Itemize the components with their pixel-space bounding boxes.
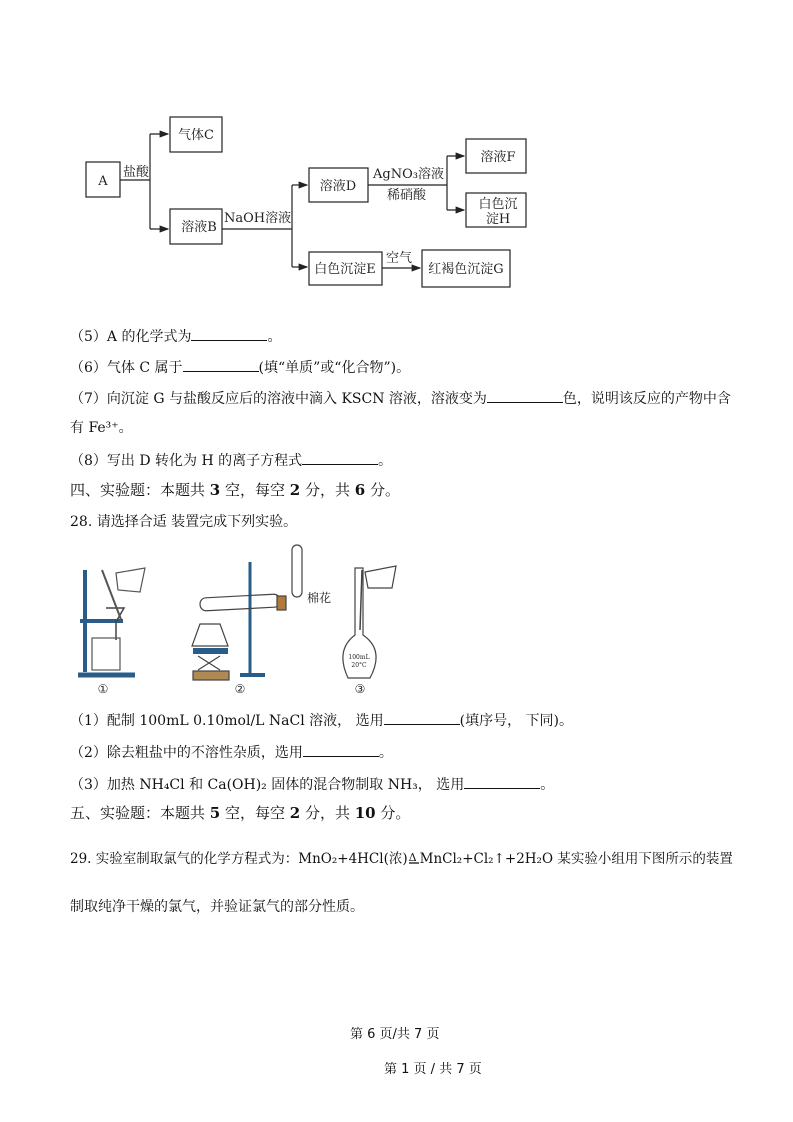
q28-2-text: （2）除去粗盐中的不溶性杂质，选用 bbox=[70, 745, 303, 761]
question-29 bbox=[70, 850, 733, 868]
section-4-heading bbox=[70, 481, 400, 499]
edge-hcl-label: 盐酸 bbox=[123, 165, 150, 180]
node-h-label-2: 淀H bbox=[485, 212, 511, 227]
q28-3-text: （3）加热 NH₄Cl 和 Ca(OH)₂ 固体的混合物制取 NH₃， 选用 bbox=[70, 777, 465, 793]
answer-blank[interactable] bbox=[384, 710, 460, 725]
heating-apparatus bbox=[192, 545, 302, 680]
question-28-1 bbox=[70, 710, 573, 730]
s5-n3: 10 bbox=[354, 804, 376, 822]
s4-d: 分。 bbox=[365, 481, 400, 499]
node-g-label: 红褐色沉淀G bbox=[428, 262, 504, 277]
question-6 bbox=[70, 357, 410, 377]
node-h-label-1: 白色沉 bbox=[478, 197, 518, 212]
q8-suffix: 。 bbox=[378, 453, 393, 469]
apparatus-2-label: ② bbox=[234, 682, 246, 696]
node-f-label: 溶液F bbox=[480, 150, 516, 165]
q7-text: （7）向沉淀 G 与盐酸反应后的溶液中滴入 KSCN 溶液，溶液变为 bbox=[70, 391, 487, 407]
equals-bar bbox=[409, 862, 419, 864]
outer-page-number: 第 1 页 / 共 7 页 bbox=[384, 1062, 482, 1077]
answer-blank[interactable] bbox=[183, 357, 259, 372]
node-e-label: 白色沉淀E bbox=[314, 262, 376, 277]
q28-2-suffix: 。 bbox=[378, 745, 393, 761]
q28-3-suffix: 。 bbox=[540, 777, 555, 793]
answer-blank[interactable] bbox=[302, 450, 378, 465]
node-d-label: 溶液D bbox=[319, 179, 357, 194]
delta-symbol: Δ bbox=[408, 851, 417, 864]
question-5 bbox=[70, 326, 281, 346]
s5-n1: 5 bbox=[209, 804, 221, 822]
section-5-heading bbox=[70, 804, 410, 822]
q28-1-suffix: (填序号， 下同)。 bbox=[459, 713, 573, 729]
q28-1-text: （1）配制 100mL 0.10mol/L NaCl 溶液， 选用 bbox=[70, 713, 384, 729]
question-8 bbox=[70, 450, 392, 470]
filtration-apparatus bbox=[78, 568, 145, 675]
answer-blank[interactable] bbox=[191, 326, 267, 341]
edge-air-label: 空气 bbox=[386, 251, 413, 266]
q29-equation-right: MnCl₂+Cl₂↑+2H₂O 某实验小组用下图所示的装置 bbox=[419, 851, 733, 867]
inner-page-number: 第 6 页/共 7 页 bbox=[350, 1027, 440, 1042]
question-28-2 bbox=[70, 742, 393, 762]
node-a-label: A bbox=[98, 174, 108, 189]
s5-d: 分。 bbox=[375, 804, 411, 822]
s5-n2: 2 bbox=[289, 804, 301, 822]
q29-equation-left: 29. 实验室制取氯气的化学方程式为：MnO₂+4HCl(浓) bbox=[70, 851, 408, 867]
edge-hno3-label: 稀硝酸 bbox=[387, 188, 427, 203]
node-b-label: 溶液B bbox=[181, 220, 217, 235]
apparatus-1-label: ① bbox=[97, 682, 109, 696]
cotton-label: 棉花 bbox=[307, 591, 332, 605]
question-7 bbox=[70, 388, 731, 408]
q6-suffix: (填“单质”或“化合物”)。 bbox=[258, 360, 411, 376]
s4-a: 四、实验题：本题共 bbox=[70, 481, 210, 499]
q5-suffix: 。 bbox=[267, 329, 282, 345]
edge-naoh-label: NaOH溶液 bbox=[224, 211, 292, 226]
s4-n3: 6 bbox=[354, 481, 366, 499]
q6-text: （6）气体 C 属于 bbox=[70, 360, 183, 376]
node-c-label: 气体C bbox=[178, 128, 214, 143]
q5-text: （5）A 的化学式为 bbox=[70, 329, 192, 345]
question-28-stem: 28. 请选择合适 装置完成下列实验。 bbox=[70, 514, 298, 530]
apparatus-figure bbox=[60, 540, 420, 700]
question-28-3 bbox=[70, 774, 554, 794]
s5-c: 分，共 bbox=[300, 804, 355, 822]
answer-blank[interactable] bbox=[464, 774, 540, 789]
s4-n2: 2 bbox=[289, 481, 301, 499]
answer-blank[interactable] bbox=[303, 742, 379, 757]
q7-suffix: 色，说明该反应的产物中含 bbox=[562, 391, 731, 407]
reaction-flowchart bbox=[0, 0, 793, 300]
s4-b: 空，每空 bbox=[220, 481, 290, 499]
edge-agno3-label: AgNO₃溶液 bbox=[373, 167, 444, 182]
flask-temp-label: 20°C bbox=[351, 662, 367, 669]
s5-a: 五、实验题：本题共 bbox=[70, 804, 210, 822]
s4-c: 分，共 bbox=[300, 481, 355, 499]
flask-volume-label: 100mL bbox=[348, 654, 370, 661]
q8-text: （8）写出 D 转化为 H 的离子方程式 bbox=[70, 453, 303, 469]
question-29-line2: 制取纯净干燥的氯气，并验证氯气的部分性质。 bbox=[70, 899, 364, 915]
apparatus-3-label: ③ bbox=[354, 682, 366, 696]
answer-blank[interactable] bbox=[487, 388, 563, 403]
s5-b: 空，每空 bbox=[220, 804, 290, 822]
s4-n1: 3 bbox=[209, 481, 221, 499]
question-7-line2: 有 Fe³⁺。 bbox=[70, 420, 133, 436]
